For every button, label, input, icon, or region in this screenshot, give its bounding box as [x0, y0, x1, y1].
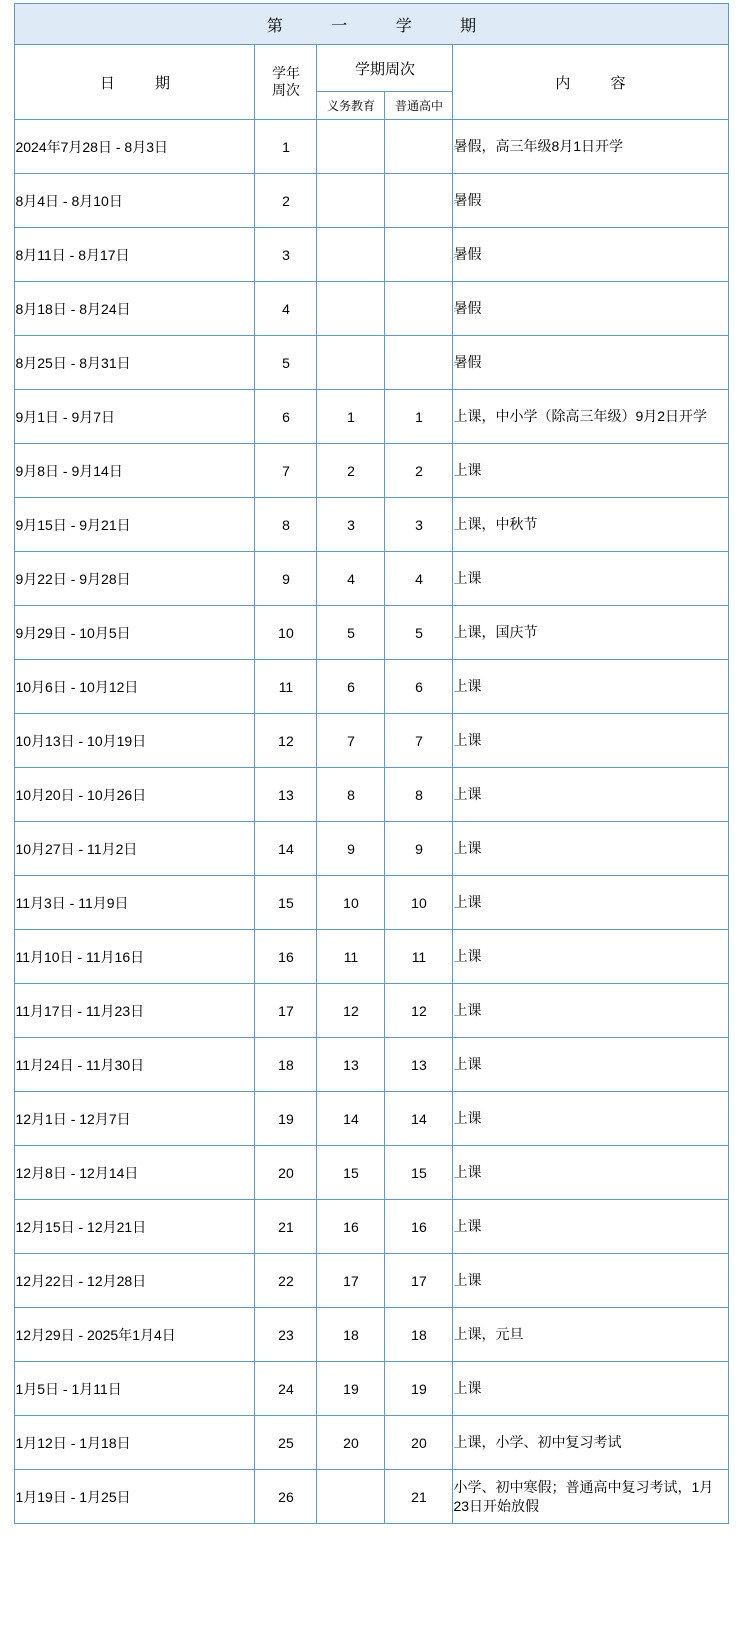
cell-high-school-week — [385, 120, 453, 174]
cell-compulsory-week — [317, 282, 385, 336]
cell-date: 1月19日 - 1月25日 — [15, 1470, 255, 1524]
cell-high-school-week — [385, 282, 453, 336]
cell-content: 上课 — [453, 822, 728, 876]
cell-high-school-week: 9 — [385, 822, 453, 876]
table-row — [15, 174, 728, 228]
cell-content: 暑假 — [453, 282, 728, 336]
title-row — [15, 4, 728, 45]
cell-year-week: 5 — [255, 336, 317, 390]
cell-high-school-week: 21 — [385, 1470, 453, 1524]
cell-compulsory-week: 7 — [317, 714, 385, 768]
cell-compulsory-week: 10 — [317, 876, 385, 930]
cell-date: 11月10日 - 11月16日 — [15, 930, 255, 984]
cell-high-school-week: 5 — [385, 606, 453, 660]
cell-content: 上课 — [453, 768, 728, 822]
cell-compulsory-week: 20 — [317, 1416, 385, 1470]
table-row — [15, 660, 728, 714]
cell-compulsory-week — [317, 336, 385, 390]
table-row — [15, 876, 728, 930]
cell-compulsory-week: 18 — [317, 1308, 385, 1362]
cell-date: 8月18日 - 8月24日 — [15, 282, 255, 336]
header-compulsory-education: 义务教育 — [317, 92, 385, 120]
cell-high-school-week: 17 — [385, 1254, 453, 1308]
cell-content: 上课 — [453, 660, 728, 714]
cell-content: 上课 — [453, 1146, 728, 1200]
cell-high-school-week: 18 — [385, 1308, 453, 1362]
cell-date: 2024年7月28日 - 8月3日 — [15, 120, 255, 174]
cell-year-week: 13 — [255, 768, 317, 822]
table-row — [15, 1092, 728, 1146]
cell-content: 暑假 — [453, 336, 728, 390]
table-row — [15, 930, 728, 984]
cell-year-week: 16 — [255, 930, 317, 984]
cell-content: 暑假 — [453, 174, 728, 228]
cell-year-week: 4 — [255, 282, 317, 336]
table-row — [15, 228, 728, 282]
cell-compulsory-week: 12 — [317, 984, 385, 1038]
cell-year-week: 23 — [255, 1308, 317, 1362]
cell-high-school-week — [385, 228, 453, 282]
table-row — [15, 1362, 728, 1416]
cell-date: 10月13日 - 10月19日 — [15, 714, 255, 768]
cell-content: 上课 — [453, 444, 728, 498]
cell-date: 8月11日 - 8月17日 — [15, 228, 255, 282]
header-content: 内 容 — [453, 45, 728, 120]
cell-high-school-week: 8 — [385, 768, 453, 822]
cell-content: 小学、初中寒假；普通高中复习考试，1月23日开始放假 — [453, 1470, 728, 1524]
cell-year-week: 21 — [255, 1200, 317, 1254]
cell-compulsory-week — [317, 120, 385, 174]
cell-high-school-week: 7 — [385, 714, 453, 768]
cell-content: 上课，元旦 — [453, 1308, 728, 1362]
cell-date: 9月15日 - 9月21日 — [15, 498, 255, 552]
cell-compulsory-week: 11 — [317, 930, 385, 984]
cell-content: 上课 — [453, 930, 728, 984]
header-school-year-week — [255, 45, 317, 120]
cell-date: 10月20日 - 10月26日 — [15, 768, 255, 822]
cell-date: 12月1日 - 12月7日 — [15, 1092, 255, 1146]
cell-content: 上课，国庆节 — [453, 606, 728, 660]
table-row — [15, 120, 728, 174]
table-row — [15, 1146, 728, 1200]
cell-high-school-week: 1 — [385, 390, 453, 444]
academic-calendar-table — [14, 3, 728, 1524]
cell-compulsory-week: 6 — [317, 660, 385, 714]
table-row — [15, 714, 728, 768]
cell-compulsory-week: 16 — [317, 1200, 385, 1254]
cell-high-school-week: 16 — [385, 1200, 453, 1254]
cell-compulsory-week: 13 — [317, 1038, 385, 1092]
cell-compulsory-week: 14 — [317, 1092, 385, 1146]
table-row — [15, 768, 728, 822]
table-row — [15, 282, 728, 336]
cell-content: 上课 — [453, 1200, 728, 1254]
cell-compulsory-week — [317, 228, 385, 282]
cell-high-school-week: 3 — [385, 498, 453, 552]
cell-compulsory-week: 19 — [317, 1362, 385, 1416]
table-row — [15, 444, 728, 498]
header-school-year-week-line1: 学年 — [271, 64, 300, 81]
cell-high-school-week: 20 — [385, 1416, 453, 1470]
cell-content: 上课，中秋节 — [453, 498, 728, 552]
table-row — [15, 336, 728, 390]
cell-date: 11月24日 - 11月30日 — [15, 1038, 255, 1092]
cell-year-week: 18 — [255, 1038, 317, 1092]
cell-date: 9月1日 - 9月7日 — [15, 390, 255, 444]
cell-date: 8月4日 - 8月10日 — [15, 174, 255, 228]
cell-date: 11月17日 - 11月23日 — [15, 984, 255, 1038]
cell-year-week: 2 — [255, 174, 317, 228]
cell-compulsory-week — [317, 1470, 385, 1524]
cell-high-school-week: 19 — [385, 1362, 453, 1416]
cell-content: 上课 — [453, 714, 728, 768]
cell-year-week: 25 — [255, 1416, 317, 1470]
cell-compulsory-week: 8 — [317, 768, 385, 822]
cell-year-week: 22 — [255, 1254, 317, 1308]
cell-year-week: 6 — [255, 390, 317, 444]
cell-year-week: 26 — [255, 1470, 317, 1524]
table-row — [15, 1254, 728, 1308]
page-title: 第 一 学 期 — [15, 4, 728, 45]
cell-content: 上课，中小学（除高三年级）9月2日开学 — [453, 390, 728, 444]
cell-year-week: 24 — [255, 1362, 317, 1416]
cell-content: 上课 — [453, 552, 728, 606]
cell-date: 12月8日 - 12月14日 — [15, 1146, 255, 1200]
cell-year-week: 7 — [255, 444, 317, 498]
table-row — [15, 498, 728, 552]
cell-date: 11月3日 - 11月9日 — [15, 876, 255, 930]
cell-content: 上课，小学、初中复习考试 — [453, 1416, 728, 1470]
cell-date: 12月22日 - 12月28日 — [15, 1254, 255, 1308]
cell-content: 暑假 — [453, 228, 728, 282]
cell-content: 暑假，高三年级8月1日开学 — [453, 120, 728, 174]
table-row — [15, 1038, 728, 1092]
table-row — [15, 1470, 728, 1524]
table-row — [15, 390, 728, 444]
cell-compulsory-week — [317, 174, 385, 228]
cell-high-school-week: 14 — [385, 1092, 453, 1146]
header-date: 日 期 — [15, 45, 255, 120]
table-row — [15, 1416, 728, 1470]
cell-high-school-week: 15 — [385, 1146, 453, 1200]
cell-high-school-week: 10 — [385, 876, 453, 930]
cell-date: 8月25日 - 8月31日 — [15, 336, 255, 390]
cell-high-school-week: 11 — [385, 930, 453, 984]
cell-date: 1月12日 - 1月18日 — [15, 1416, 255, 1470]
cell-year-week: 20 — [255, 1146, 317, 1200]
cell-year-week: 8 — [255, 498, 317, 552]
cell-content: 上课 — [453, 984, 728, 1038]
table-row — [15, 822, 728, 876]
cell-compulsory-week: 4 — [317, 552, 385, 606]
cell-year-week: 9 — [255, 552, 317, 606]
cell-date: 1月5日 - 1月11日 — [15, 1362, 255, 1416]
cell-content: 上课 — [453, 1038, 728, 1092]
header-row-1 — [15, 45, 728, 92]
cell-date: 10月6日 - 10月12日 — [15, 660, 255, 714]
cell-content: 上课 — [453, 1254, 728, 1308]
cell-compulsory-week: 9 — [317, 822, 385, 876]
table-row — [15, 1200, 728, 1254]
cell-date: 12月29日 - 2025年1月4日 — [15, 1308, 255, 1362]
cell-high-school-week — [385, 174, 453, 228]
cell-year-week: 11 — [255, 660, 317, 714]
cell-content: 上课 — [453, 876, 728, 930]
cell-content: 上课 — [453, 1092, 728, 1146]
cell-compulsory-week: 17 — [317, 1254, 385, 1308]
table-row — [15, 1308, 728, 1362]
table-row — [15, 984, 728, 1038]
cell-year-week: 17 — [255, 984, 317, 1038]
cell-compulsory-week: 5 — [317, 606, 385, 660]
header-term-week: 学期周次 — [317, 45, 453, 92]
cell-date: 10月27日 - 11月2日 — [15, 822, 255, 876]
cell-high-school-week: 13 — [385, 1038, 453, 1092]
cell-high-school-week: 4 — [385, 552, 453, 606]
table-row — [15, 606, 728, 660]
cell-compulsory-week: 3 — [317, 498, 385, 552]
header-high-school: 普通高中 — [385, 92, 453, 120]
cell-year-week: 1 — [255, 120, 317, 174]
cell-high-school-week: 2 — [385, 444, 453, 498]
cell-content: 上课 — [453, 1362, 728, 1416]
cell-compulsory-week: 2 — [317, 444, 385, 498]
cell-compulsory-week: 1 — [317, 390, 385, 444]
cell-year-week: 14 — [255, 822, 317, 876]
cell-year-week: 10 — [255, 606, 317, 660]
header-school-year-week-line2: 周次 — [271, 82, 300, 98]
cell-high-school-week — [385, 336, 453, 390]
cell-date: 9月8日 - 9月14日 — [15, 444, 255, 498]
cell-high-school-week: 12 — [385, 984, 453, 1038]
cell-year-week: 3 — [255, 228, 317, 282]
cell-date: 9月29日 - 10月5日 — [15, 606, 255, 660]
cell-year-week: 15 — [255, 876, 317, 930]
cell-date: 9月22日 - 9月28日 — [15, 552, 255, 606]
cell-compulsory-week: 15 — [317, 1146, 385, 1200]
cell-date: 12月15日 - 12月21日 — [15, 1200, 255, 1254]
cell-year-week: 12 — [255, 714, 317, 768]
cell-year-week: 19 — [255, 1092, 317, 1146]
calendar-body — [15, 120, 728, 1524]
cell-high-school-week: 6 — [385, 660, 453, 714]
table-row — [15, 552, 728, 606]
